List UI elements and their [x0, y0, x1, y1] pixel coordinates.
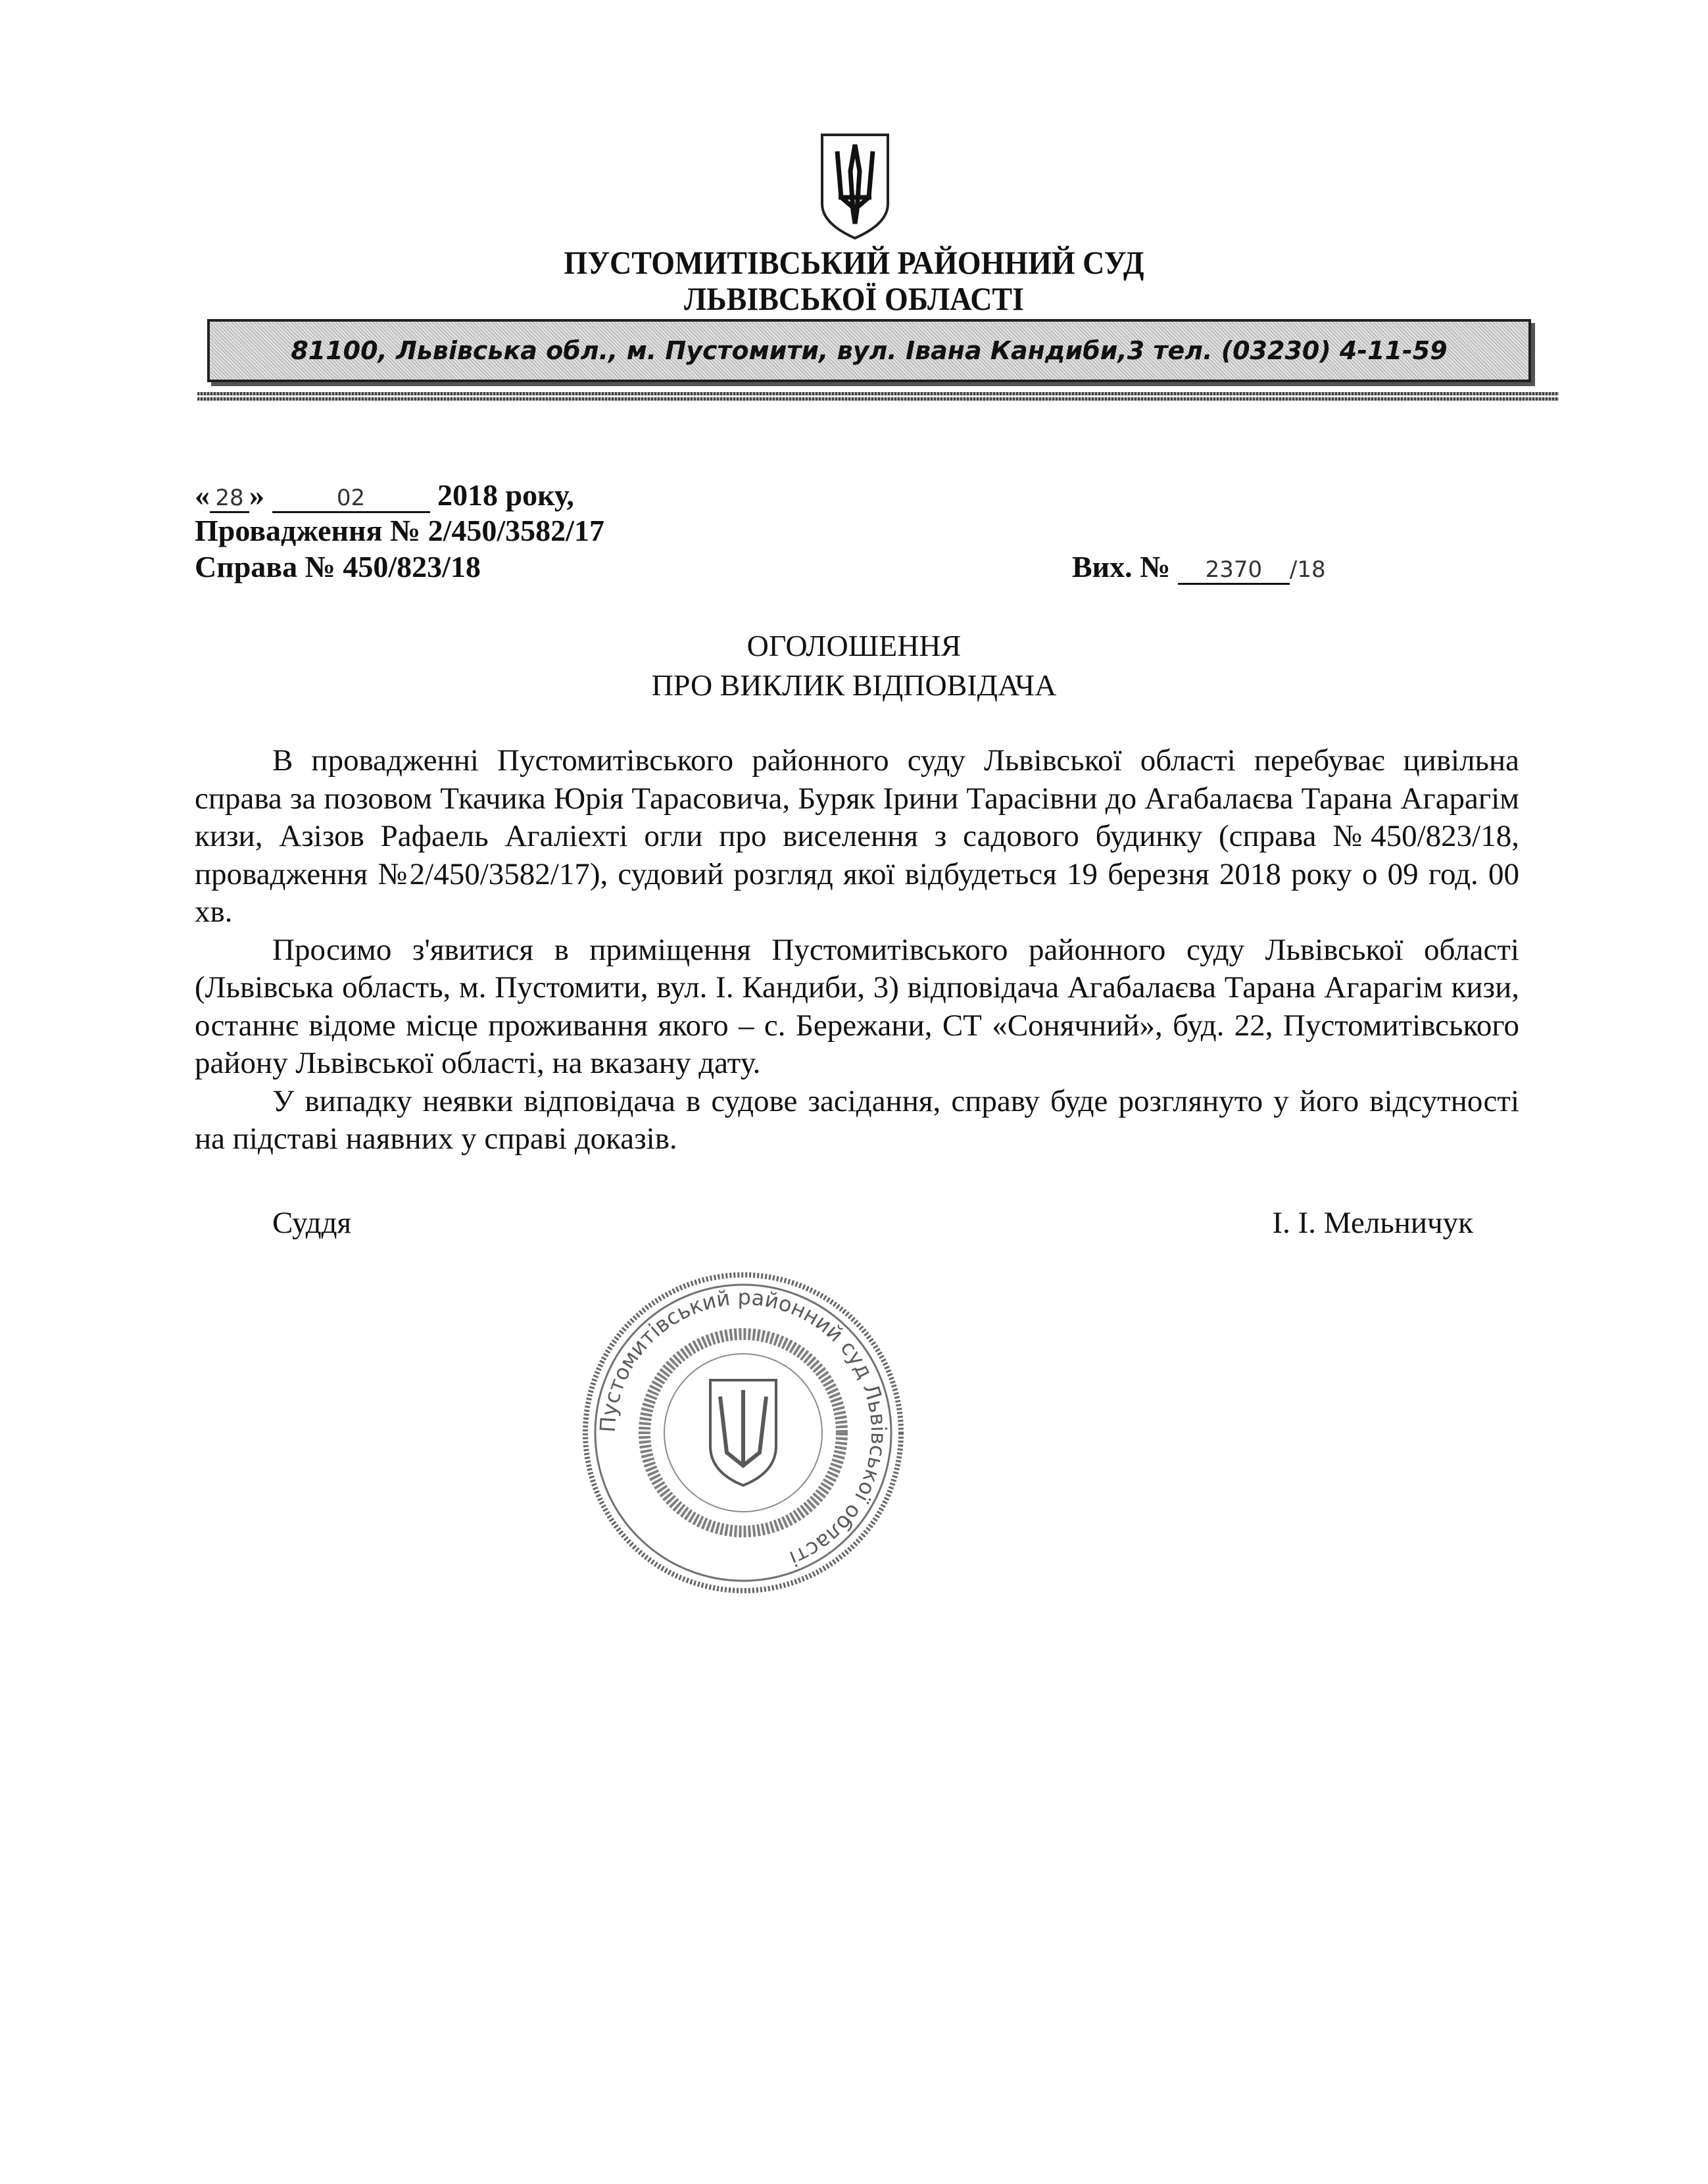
court-name-line2: ЛЬВІВСЬКОЇ ОБЛАСТІ	[683, 280, 1025, 317]
date-year: 2018 року,	[437, 478, 574, 512]
proceeding-number: Провадження № 2/450/3582/17	[195, 514, 604, 547]
coat-of-arms-emblem	[819, 132, 891, 240]
stamp-outer-text: Пустомитівський районний суд Львівської області	[595, 1284, 892, 1572]
signature-name: І. І. Мельничук	[1272, 1205, 1473, 1240]
case-number: Справа № 450/823/18	[195, 550, 481, 583]
paragraph: Просимо з'явитися в приміщення Пустомитівського районного суду Львівської області (Львівська область, м. Пустомити, вул. І. Кандиби, 3) відповідача Агабалаєва Тарана Агарагім кизи, останнє відоме місце проживання якого – с. Бережани, СТ «Сонячний», буд. 22, Пустомитівського району Львівської області, на вказану дату.	[195, 932, 1519, 1080]
signature-role: Суддя	[272, 1205, 352, 1240]
court-name-line1: ПУСТОМИТІВСЬКИЙ РАЙОННИЙ СУД	[564, 244, 1144, 281]
date-day: 28	[210, 485, 249, 513]
outgoing-number	[1072, 549, 1326, 585]
title-line1: ОГОЛОШЕННЯ	[746, 629, 962, 662]
divider	[197, 392, 1559, 395]
outgoing-value: 2370	[1178, 557, 1290, 585]
address-banner	[207, 319, 1531, 382]
quote-close: »	[249, 478, 264, 512]
paragraph: У випадку неявки відповідача в судове засідання, справу буде розглянуто у його відсутності на підставі наявних у справі доказів.	[195, 1083, 1519, 1156]
date-month: 02	[272, 485, 430, 513]
paragraph: В провадженні Пустомитівського районного суду Львівської області перебуває цивільна справа за позовом Ткачика Юрія Тарасовича, Буряк Ірини Тарасівни до Агабалаєва Тарана Агарагім кизи, Азізов Рафаель Агаліехті огли про виселення з садового будинку (справа №450/823/18, провадження №2/450/3582/17), судовий розгляд якої відбудеться 19 березня 2018 року о 09 год. 00 хв.	[195, 743, 1519, 929]
date-line	[195, 478, 574, 513]
announcement-body	[195, 742, 1519, 1597]
title-line2: ПРО ВИКЛИК ВІДПОВІДАЧА	[651, 668, 1057, 702]
outgoing-label: Вих. №	[1072, 550, 1171, 583]
court-seal-stamp	[579, 1268, 908, 1597]
divider	[197, 397, 1559, 401]
outgoing-suffix: /18	[1289, 557, 1326, 583]
stamp-area	[195, 1268, 1519, 1597]
signature-row	[195, 1204, 1519, 1243]
court-address: 81100, Львівська обл., м. Пустомити, вул. Івана Кандиби,3 тел. (03230) 4-11-59	[291, 336, 1448, 365]
quote-open: «	[195, 478, 210, 512]
